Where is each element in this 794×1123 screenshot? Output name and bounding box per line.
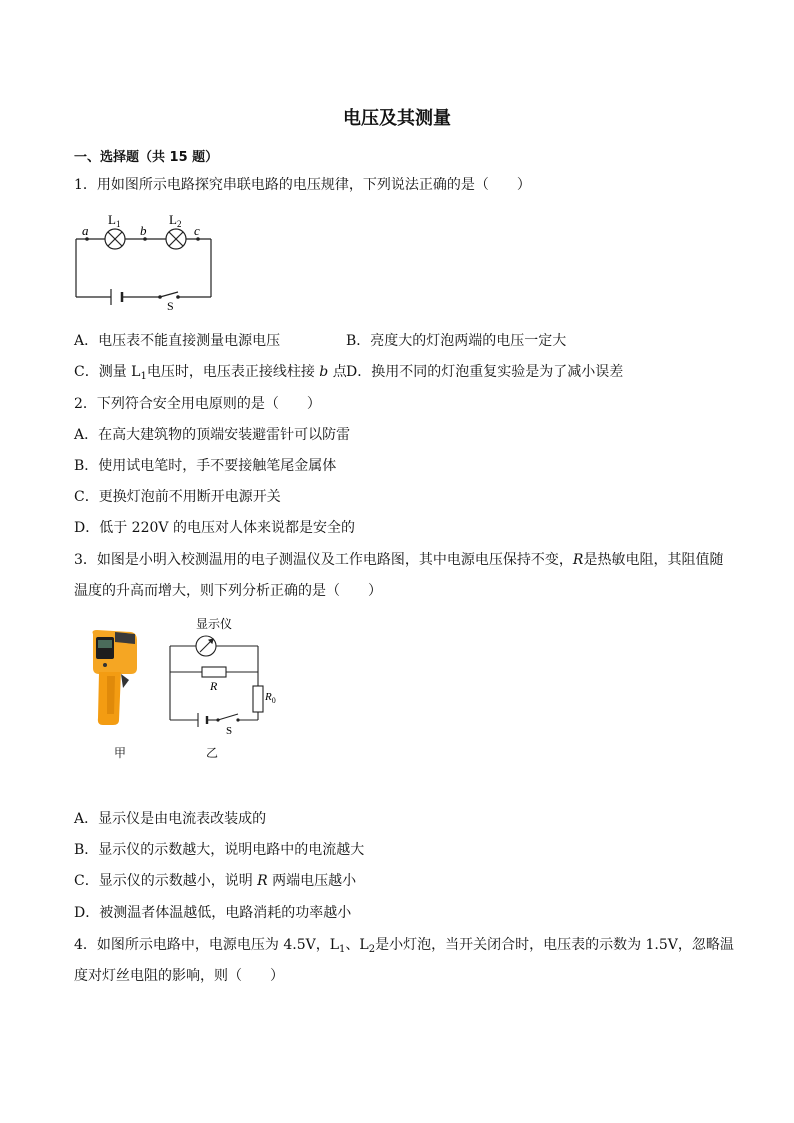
display-meter-icon <box>196 636 216 656</box>
lamp-l2-icon <box>166 229 186 249</box>
q3-option-b: B．显示仪的示数越大，说明电路中的电流越大 <box>74 842 365 858</box>
label-s: S <box>226 725 233 737</box>
lamp-l1-icon <box>105 229 125 249</box>
caption-yi: 乙 <box>206 746 219 760</box>
caption-jia: 甲 <box>114 746 127 760</box>
switch-icon <box>216 718 219 721</box>
battery-icon <box>198 713 207 727</box>
q3-circuit-diagram <box>162 612 282 737</box>
label-c: c <box>194 223 200 238</box>
q1-option-d: D．换用不同的灯泡重复实验是为了减小误差 <box>346 364 624 380</box>
q3-stem-line2: 温度的升高而增大，则下列分析正确的是（ ） <box>74 583 382 599</box>
q1-option-b: B．亮度大的灯泡两端的电压一定大 <box>346 333 567 349</box>
q2-option-d: D．低于 220V 的电压对人体来说都是安全的 <box>74 520 355 536</box>
label-r0: $R_0$ <box>265 691 276 705</box>
resistor-r-icon <box>202 667 226 677</box>
q2-stem: 2．下列符合安全用电原则的是（ ） <box>74 396 321 412</box>
q1-circuit-diagram <box>60 205 220 315</box>
page-title: 电压及其测量 <box>343 108 451 129</box>
label-a: a <box>82 223 89 238</box>
q3-option-c: C．显示仪的示数越小，说明 R 两端电压越小 <box>74 873 357 889</box>
q1-option-a: A．电压表不能直接测量电源电压 <box>74 333 281 349</box>
section-heading: 一、选择题（共 15 题） <box>74 150 219 165</box>
label-r: R <box>210 679 218 693</box>
label-s: S <box>167 299 174 313</box>
q1-stem: 1．用如图所示电路探究串联电路的电压规律，下列说法正确的是（ ） <box>74 177 531 193</box>
q4-stem-line2: 度对灯丝电阻的影响，则（ ） <box>74 968 284 984</box>
label-display: 显示仪 <box>196 617 233 631</box>
thermometer-gun-image <box>85 628 145 728</box>
battery-icon <box>111 289 122 305</box>
q3-option-a: A．显示仪是由电流表改装成的 <box>74 811 267 827</box>
q2-option-a: A．在高大建筑物的顶端安装避雷针可以防雷 <box>74 427 351 443</box>
q1-option-c: C．测量 $L_1$电压时，电压表正接线柱接 b 点 <box>74 364 347 382</box>
q2-option-b: B．使用试电笔时，手不要接触笔尾金属体 <box>74 458 337 474</box>
label-b: b <box>140 223 147 238</box>
q4-stem-line1: 4．如图所示电路中，电源电压为 4.5V，$L_1$、$L_2$是小灯泡，当开关闭合时，电压表的示数为 1.5V，忽略温 <box>74 937 734 955</box>
q2-option-c: C．更换灯泡前不用断开电源开关 <box>74 489 281 505</box>
label-l1: $L_1$ <box>108 212 121 229</box>
switch-icon <box>158 295 162 299</box>
q3-stem-line1: 3．如图是小明入校测温用的电子测温仪及工作电路图，其中电源电压保持不变，R是热敏电阻，其阻值随 <box>74 552 724 568</box>
label-l2: $L_2$ <box>169 212 182 229</box>
q3-option-d: D．被测温者体温越低，电路消耗的功率越小 <box>74 905 352 921</box>
resistor-r0-icon <box>253 686 263 712</box>
